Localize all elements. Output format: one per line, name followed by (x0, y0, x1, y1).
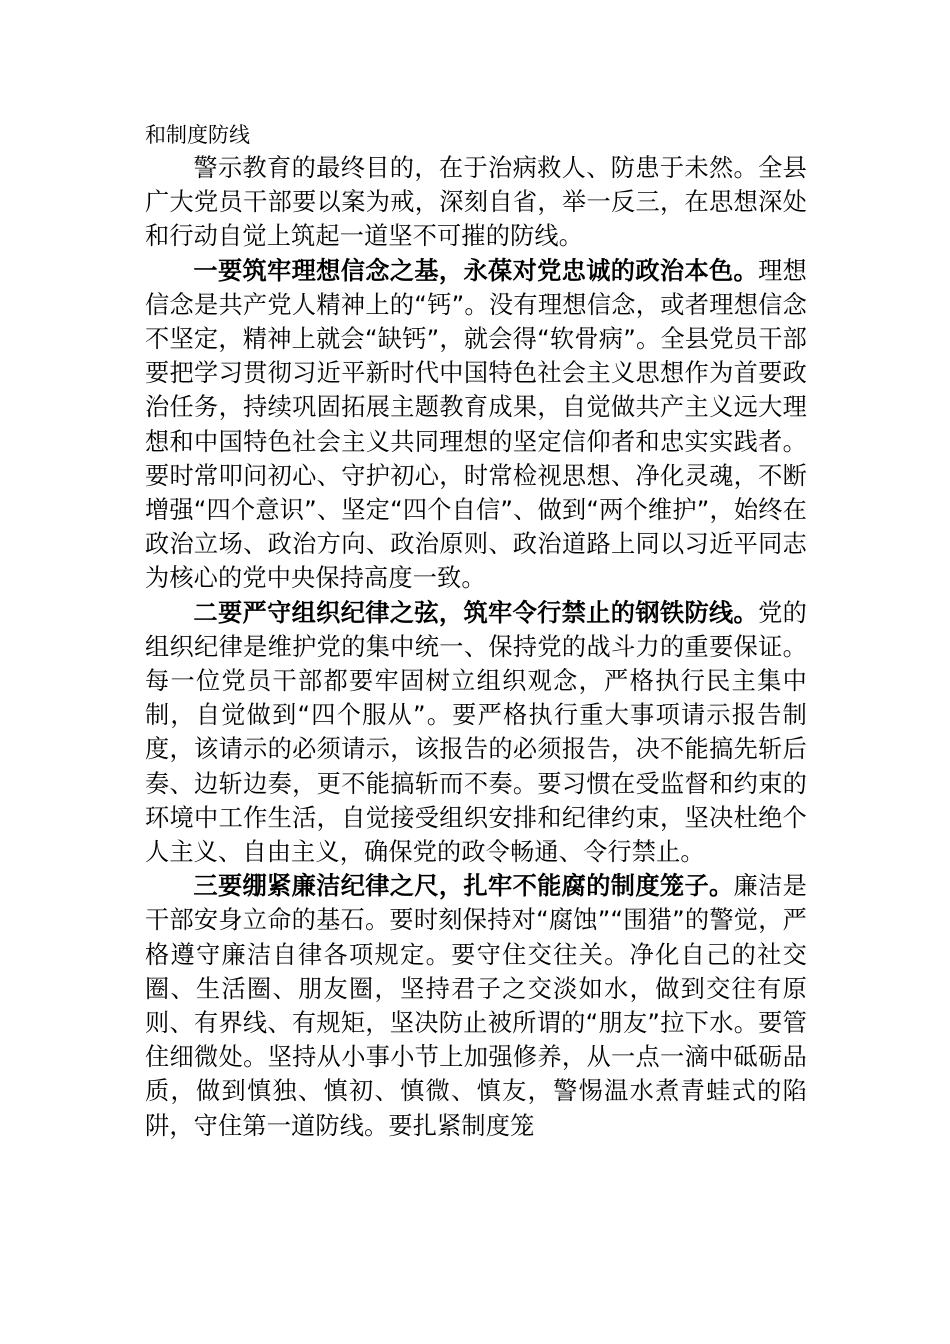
section-heading-tail: 和制度防线 (145, 123, 250, 147)
paragraph-text: 警示教育的最终目的，在于治病救人、防患于未然。全县广大党员干部要以案为戒，深刻自省，举一反三，在思想深处和行动自觉上筑起一道坚不可摧的防线。 (145, 154, 807, 251)
paragraph-point-one (145, 254, 807, 596)
paragraph-intro (145, 151, 807, 254)
paragraph-point-two (145, 596, 807, 870)
document-page (145, 119, 807, 1143)
paragraph-lead: 二要严守组织纪律之弦，筑牢令行禁止的钢铁防线。 (193, 598, 759, 627)
paragraph-text: 理想信念是共产党人精神上的“钙”。没有理想信念，或者理想信念不坚定，精神上就会“缺钙”，就会得“软骨病”。全县党员干部要把学习贯彻习近平新时代中国特色社会主义思想作为首要政治任务，持续巩固拓展主题教育成果，自觉做共产主义远大理想和中国特色社会主义共同理想的坚定信仰者和忠实实践者。要时常叩问初心、守护初心，时常检视思想、净化灵魂，不断增强“四个意识”、坚定“四个自信”、做到“两个维护”，始终在政治立场、政治方向、政治原则、政治道路上同以习近平同志为核心的党中央保持高度一致。 (145, 256, 807, 593)
paragraph-point-three (145, 869, 807, 1143)
paragraph-lead: 一要筑牢理想信念之基，永葆对党忠诚的政治本色。 (193, 256, 759, 285)
paragraph-text: 党的组织纪律是维护党的集中统一、保持党的战斗力的重要保证。每一位党员干部都要牢固树立组织观念，严格执行民主集中制，自觉做到“四个服从”。要严格执行重大事项请示报告制度，该请示的必须请示，该报告的必须报告，决不能搞先斩后奏、边斩边奏，更不能搞斩而不奏。要习惯在受监督和约束的环境中工作生活，自觉接受组织安排和纪律约束，坚决杜绝个人主义、自由主义，确保党的政令畅通、令行禁止。 (145, 598, 807, 867)
paragraph-lead: 三要绷紧廉洁纪律之尺，扎牢不能腐的制度笼子。 (193, 872, 734, 901)
paragraph-text: 廉洁是干部安身立命的基石。要时刻保持对“腐蚀”“围猎”的警觉，严格遵守廉洁自律各项规定。要守住交往关。净化自己的社交圈、生活圈、朋友圈，坚持君子之交淡如水，做到交往有原则、有界线、有规矩，坚决防止被所谓的“朋友”拉下水。要管住细微处。坚持从小事小节上加强修养，从一点一滴中砥砺品质，做到慎独、慎初、慎微、慎友，警惕温水煮青蛙式的陷阱，守住第一道防线。要扎紧制度笼 (145, 872, 807, 1140)
